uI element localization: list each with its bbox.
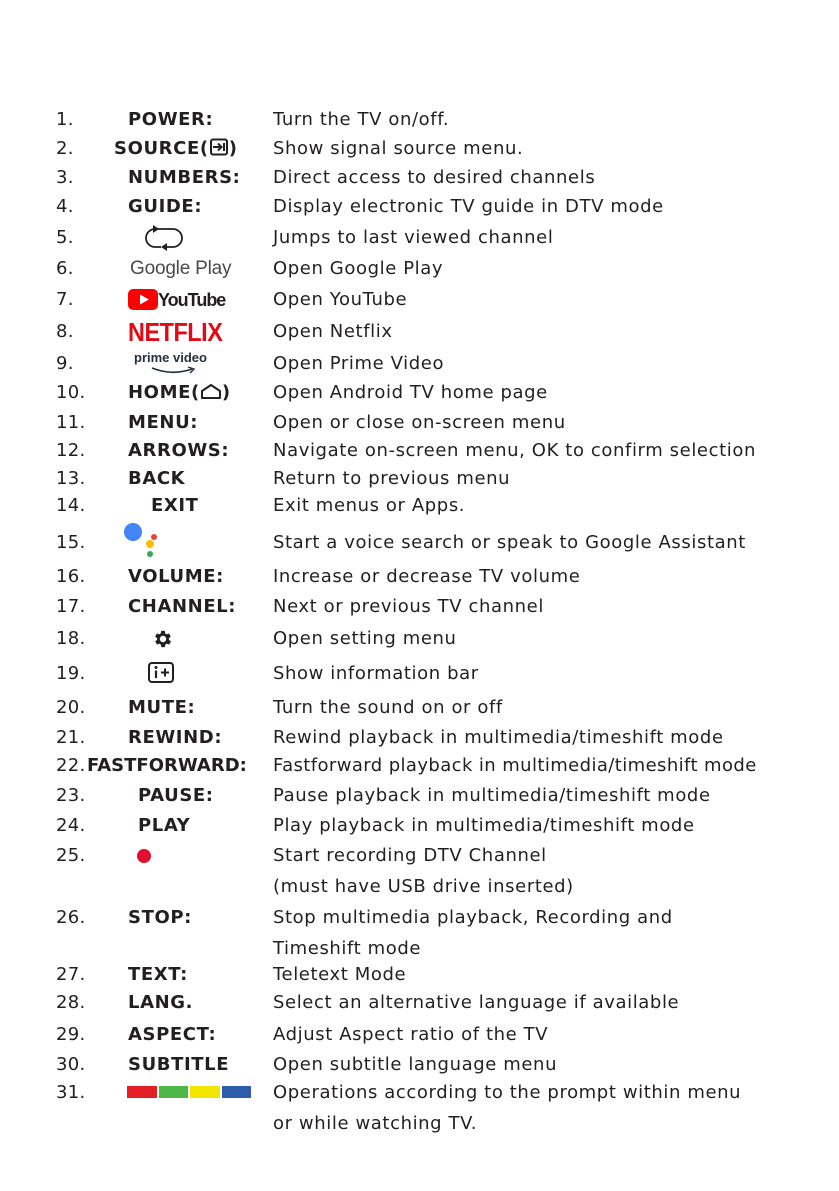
key-label-end: ) [221, 382, 231, 403]
item-description: Rewind playback in multimedia/timeshift mode [273, 727, 724, 748]
list-item [0, 841, 839, 901]
item-number: 27. [56, 964, 86, 985]
item-key: ARROWS: [128, 440, 230, 461]
item-description-cont: Timeshift mode [273, 938, 422, 959]
item-description: Operations according to the prompt within menu [273, 1082, 742, 1103]
item-key [128, 378, 231, 408]
info-icon [147, 661, 175, 685]
list-item [0, 1078, 839, 1138]
item-key: BACK [128, 468, 186, 489]
item-description: Open or close on-screen menu [273, 412, 566, 433]
item-description: Turn the sound on or off [273, 697, 503, 718]
list-item [0, 408, 839, 438]
google-play-logo: Google Play [130, 258, 232, 279]
list-item [0, 624, 839, 654]
gear-icon [152, 628, 174, 650]
item-key: PAUSE: [138, 785, 214, 806]
list-item [0, 723, 839, 753]
list-item [0, 1020, 839, 1050]
item-number: 20. [56, 697, 86, 718]
list-item [0, 693, 839, 723]
item-number: 13. [56, 468, 86, 489]
last-channel-icon [141, 224, 187, 252]
item-number: 22. [56, 755, 86, 776]
item-description-cont: (must have USB drive inserted) [273, 876, 574, 897]
amazon-smile-icon [150, 366, 198, 376]
list-item [0, 491, 839, 521]
item-number: 18. [56, 628, 86, 649]
item-key: EXIT [151, 495, 199, 516]
item-key: GUIDE: [128, 196, 203, 217]
item-description: Pause playback in multimedia/timeshift mode [273, 785, 711, 806]
item-key: MENU: [128, 412, 199, 433]
item-description: Display electronic TV guide in DTV mode [273, 196, 664, 217]
item-description: Direct access to desired channels [273, 167, 596, 188]
color-keys-icon [127, 1086, 251, 1098]
item-description: Fastforward playback in multimedia/timeshift mode [273, 755, 757, 776]
item-number: 24. [56, 815, 86, 836]
item-number: 28. [56, 992, 86, 1013]
item-description: Adjust Aspect ratio of the TV [273, 1024, 549, 1045]
item-key: SUBTITLE [128, 1054, 230, 1075]
list-item [0, 1050, 839, 1080]
item-number: 10. [56, 382, 86, 403]
list-item [0, 903, 839, 963]
list-item [0, 811, 839, 841]
item-number: 23. [56, 785, 86, 806]
item-number: 4. [56, 196, 74, 217]
item-description: Open Prime Video [273, 353, 445, 374]
item-key: PLAY [138, 815, 191, 836]
green-key [159, 1086, 189, 1098]
item-key [114, 134, 238, 164]
item-number: 31. [56, 1082, 86, 1103]
item-number: 6. [56, 258, 74, 279]
home-icon [200, 383, 222, 399]
item-key: FASTFORWARD: [87, 755, 247, 776]
list-item [0, 349, 839, 379]
list-item [0, 223, 839, 253]
item-key: CHANNEL: [128, 596, 237, 617]
prime-video-logo: prime video [134, 350, 207, 365]
netflix-logo: NETFLIX [128, 317, 223, 347]
yellow-key [190, 1086, 220, 1098]
item-description: Turn the TV on/off. [273, 109, 450, 130]
blue-key [222, 1086, 252, 1098]
youtube-logo [128, 285, 225, 316]
item-key: STOP: [128, 907, 192, 928]
list-item [0, 988, 839, 1018]
item-description: Open Netflix [273, 321, 393, 342]
item-number: 14. [56, 495, 86, 516]
key-label-end: ) [228, 138, 238, 159]
item-description: Exit menus or Apps. [273, 495, 466, 516]
item-description-cont: or while watching TV. [273, 1113, 478, 1134]
record-icon [136, 848, 152, 864]
item-key: NUMBERS: [128, 167, 241, 188]
list-item [0, 134, 839, 164]
list-item [0, 436, 839, 466]
red-key [127, 1086, 157, 1098]
key-label: SOURCE( [114, 138, 209, 159]
item-number: 1. [56, 109, 74, 130]
key-label: HOME( [128, 382, 200, 403]
item-key: LANG. [128, 992, 194, 1013]
play-icon [128, 289, 158, 310]
item-key: REWIND: [128, 727, 223, 748]
list-item [0, 285, 839, 315]
list-item [0, 254, 839, 284]
list-item [0, 378, 839, 408]
item-number: 26. [56, 907, 86, 928]
input-source-icon [209, 138, 229, 156]
item-description: Teletext Mode [273, 964, 407, 985]
item-number: 30. [56, 1054, 86, 1075]
list-item [0, 192, 839, 222]
list-item [0, 592, 839, 622]
item-description: Show signal source menu. [273, 138, 524, 159]
item-description: Increase or decrease TV volume [273, 566, 581, 587]
list-item [0, 464, 839, 494]
list-item [0, 751, 839, 781]
item-number: 19. [56, 663, 86, 684]
item-number: 3. [56, 167, 74, 188]
google-assistant-icon [122, 521, 162, 557]
item-key: VOLUME: [128, 566, 224, 587]
item-key: ASPECT: [128, 1024, 217, 1045]
list-item [0, 163, 839, 193]
youtube-wordmark: YouTube [158, 290, 226, 310]
item-description: Next or previous TV channel [273, 596, 544, 617]
item-description: Open setting menu [273, 628, 457, 649]
item-number: 25. [56, 845, 86, 866]
item-description: Stop multimedia playback, Recording and [273, 907, 673, 928]
item-description: Jumps to last viewed channel [273, 227, 554, 248]
item-number: 16. [56, 566, 86, 587]
item-number: 7. [56, 289, 74, 310]
item-number: 29. [56, 1024, 86, 1045]
item-description: Open subtitle language menu [273, 1054, 558, 1075]
item-description: Open YouTube [273, 289, 408, 310]
item-description: Open Google Play [273, 258, 444, 279]
item-key: TEXT: [128, 964, 188, 985]
item-number: 5. [56, 227, 74, 248]
item-description: Open Android TV home page [273, 382, 548, 403]
item-number: 2. [56, 138, 74, 159]
item-description: Start a voice search or speak to Google Assistant [273, 532, 746, 553]
item-number: 17. [56, 596, 86, 617]
list-item [0, 659, 839, 689]
list-item [0, 105, 839, 135]
item-description: Start recording DTV Channel [273, 845, 547, 866]
list-item [0, 317, 839, 347]
item-number: 9. [56, 353, 74, 374]
item-number: 15. [56, 532, 86, 553]
item-key: POWER: [128, 109, 214, 130]
list-item [0, 781, 839, 811]
list-item [0, 960, 839, 990]
item-description: Select an alternative language if available [273, 992, 680, 1013]
list-item [0, 528, 839, 558]
item-description: Navigate on-screen menu, OK to confirm selection [273, 440, 756, 461]
item-number: 8. [56, 321, 74, 342]
item-description: Show information bar [273, 663, 479, 684]
item-key: MUTE: [128, 697, 196, 718]
item-description: Return to previous menu [273, 468, 511, 489]
item-number: 11. [56, 412, 86, 433]
list-item [0, 562, 839, 592]
item-description: Play playback in multimedia/timeshift mode [273, 815, 695, 836]
item-number: 12. [56, 440, 86, 461]
item-number: 21. [56, 727, 86, 748]
